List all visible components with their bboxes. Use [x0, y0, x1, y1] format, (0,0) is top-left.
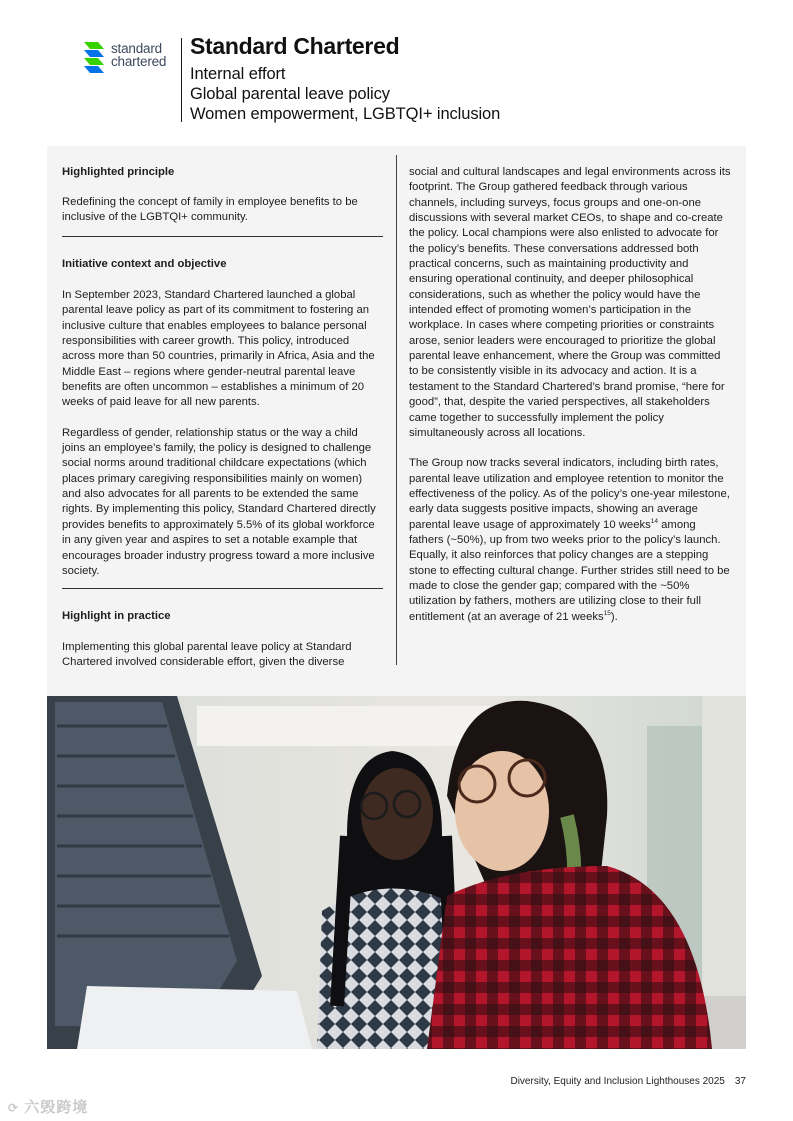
heading-initiative-context: Initiative context and objective: [62, 258, 227, 270]
logo-wordmark: [111, 43, 166, 68]
practice-paragraph-start: Implementing this global parental leave policy at Standard Chartered involved considerable effort, given the diverse: [62, 641, 352, 669]
company-logo: [80, 38, 180, 78]
header-divider: [181, 38, 182, 122]
heading-highlight-in-practice: Highlight in practice: [62, 610, 171, 622]
logo-text-line2: chartered: [111, 53, 167, 69]
watermark-text: 六毁跨境: [24, 1099, 89, 1116]
indicators-text-b: among fathers (~50%), up from two weeks prior to the policy’s launch. Equally, it also reinforces that policy changes are a stepping stone to effecting cultural change. Further strides still need to be made to close the gender gap; compared with the ~50% utilization by fathers, mothers are utilizing close to their full entitlement (at an average of 21 weeks: [409, 518, 730, 623]
photo-illustration-icon: [47, 696, 746, 1049]
office-photo: [47, 696, 746, 1049]
practice-text: [62, 640, 384, 671]
column-separator: [396, 155, 397, 665]
right-column-text: [409, 165, 733, 625]
indicators-paragraph: [409, 456, 733, 625]
context-text: [62, 288, 384, 579]
company-title: Standard Chartered: [190, 33, 400, 59]
watermark-logo-icon: ⟳: [8, 1101, 20, 1115]
watermark: [8, 1096, 88, 1117]
tag-policy: Global parental leave policy: [190, 85, 390, 103]
logo-text-line1: standard: [111, 41, 162, 56]
indicators-text-c: ).: [610, 610, 618, 623]
footnote-15[interactable]: 15: [603, 609, 611, 617]
indicators-text-a: The Group now tracks several indicators, including birth rates, parental leave utilization and employee retention to monitor the effectiveness of the policy. As of the policy’s one-year milestone, early data suggests positive impacts, showing an average parental leave usage of approximately 10 weeks: [409, 457, 730, 531]
page-number: 37: [734, 1076, 746, 1087]
footnote-14[interactable]: 14: [650, 517, 659, 525]
principle-text: [62, 195, 384, 226]
section-divider-1: [62, 236, 383, 237]
practice-paragraph-cont: social and cultural landscapes and legal environments across its footprint. The Group gathered feedback through various channels, including surveys, focus groups and one-on-one discussions with several market CEOs, to shape and co-create the policy. Local champions were also enlisted to advocate for the policy’s benefits. These conversations addressed both practical concerns, such as maintaining productivity and ensuring operational continuity, and deeper philosophical considerations, such as whether the policy would have the intended effect of promoting women’s participation in the workplace. In cases where competing priorities or constraints arose, senior leaders were encouraged to prioritize the global parental leave enhancement, where the Group was committed to be consistently visible in its advocacy and action. It is a testament to the Standard Chartered’s brand promise, “here for good”, that, despite the varied perspectives, all stakeholders came together to successfully implement the policy simultaneously across all locations.: [409, 166, 731, 439]
tag-topics: Women empowerment, LGBTQI+ inclusion: [190, 105, 501, 123]
footer-title: Diversity, Equity and Inclusion Lighthouses 2025: [510, 1076, 725, 1087]
page-footer: [500, 1076, 746, 1087]
section-heading-principle: [62, 165, 384, 180]
section-heading-context: [62, 257, 384, 272]
heading-highlighted-principle: Highlighted principle: [62, 166, 175, 178]
standard-chartered-logo-icon: [80, 38, 108, 78]
section-divider-2: [62, 588, 383, 589]
principle-paragraph: Redefining the concept of family in employee benefits to be inclusive of the LGBTQI+ community.: [62, 196, 358, 224]
section-heading-practice: [62, 609, 384, 624]
tag-effort: Internal effort: [190, 65, 286, 83]
context-paragraph-2: Regardless of gender, relationship status or the way a child joins an employee’s family, the policy is designed to challenge social norms around traditional childcare expectations (which places primary caregiving responsibilities mainly on women) and also advocates for all parents to be extended the same rights. By implementing this policy, Standard Chartered directly provides benefits to approximately 5.5% of its global workforce in any given year and aspires to set a notable example that encourages broader industry progress toward a more inclusive society.: [62, 426, 376, 577]
context-paragraph-1: In September 2023, Standard Chartered launched a global parental leave policy as part of its commitment to fostering an inclusive culture that enables employees to balance personal responsibilities with career growth. This policy, introduced across more than 50 countries, primarily in Africa, Asia and the Middle East – regions where gender-neutral parental leave benefits are often uncommon – establishes a minimum of 20 weeks of paid leave for all new parents.: [62, 289, 375, 409]
